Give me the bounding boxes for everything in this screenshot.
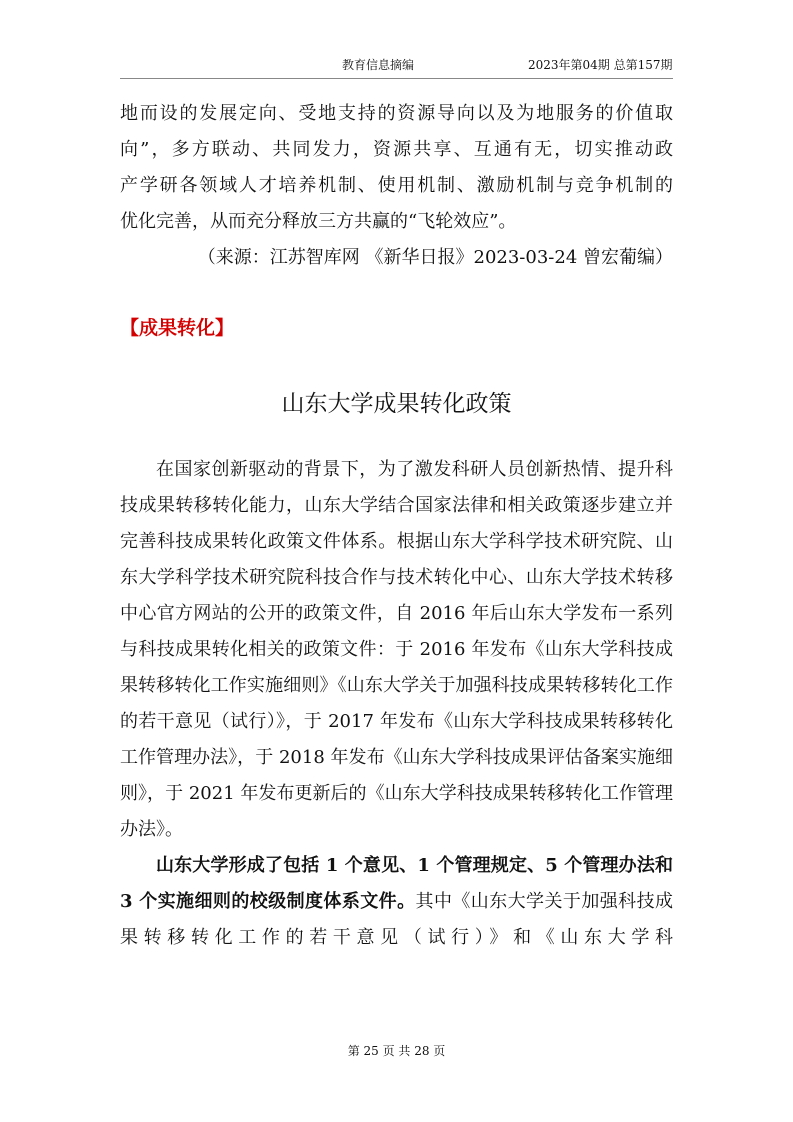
- header-rule: [120, 78, 673, 79]
- prev-article-line: 地而设的发展定向、受地支持的资源导向以及为地服务的价值取: [120, 103, 673, 124]
- prev-article-line: 优化完善，从而充分释放三方共赢的“飞轮效应”。: [120, 211, 517, 232]
- article-paragraph-2-bold: 山东大学形成了包括 1 个意见、1 个管理规定、5 个管理办法和 3 个实施细则的校级制度体系文件。: [120, 855, 673, 912]
- section-label: 【成果转化】: [120, 317, 235, 339]
- article-title: 山东大学成果转化政策: [281, 391, 512, 417]
- prev-article-line: 向”，多方联动、共同发力，资源共享、互通有无，切实推动政: [120, 139, 673, 160]
- prev-article-line: 产学研各领域人才培养机制、使用机制、激励机制与竞争机制的: [120, 175, 673, 196]
- article-paragraph-2: [120, 848, 673, 956]
- article-paragraph-1: 在国家创新驱动的背景下，为了激发科研人员创新热情、提升科技成果转移转化能力，山东大学结合国家法律和相关政策逐步建立并完善科技成果转化政策文件体系。根据山东大学科学技术研究院、山东大学科学技术研究院科技合作与技术转化中心、山东大学技术转移中心官方网站的公开的政策文件，自 2016 年后山东大学发布一系列与科技成果转化相关的政策文件：于 2016 年发布《山东大学科技成果转移转化工作实施细则》《山东大学关于加强科技成果转移转化工作的若干意见（试行）》，于 2017 年发布《山东大学科技成果转移转化工作管理办法》，于 2018 年发布《山东大学科技成果评估备案实施细则》，于 2021 年发布更新后的《山东大学科技成果转移转化工作管理办法》。: [120, 459, 673, 840]
- issue-number: 2023年第04期 总第157期: [528, 58, 673, 72]
- page-content: [120, 96, 673, 956]
- page-header: [0, 56, 793, 80]
- prev-article-source: （来源：江苏智库网 《新华日报》2023-03-24 曾宏葡编）: [197, 247, 673, 268]
- page-footer: 第 25 页 共 28 页: [347, 1044, 446, 1058]
- article-paragraph-2-rest: 其中《山东大学关于加强科技成果转移转化工作的若干意见（试行）》和《山东大学科: [120, 891, 674, 948]
- publication-name: 教育信息摘编: [342, 58, 415, 72]
